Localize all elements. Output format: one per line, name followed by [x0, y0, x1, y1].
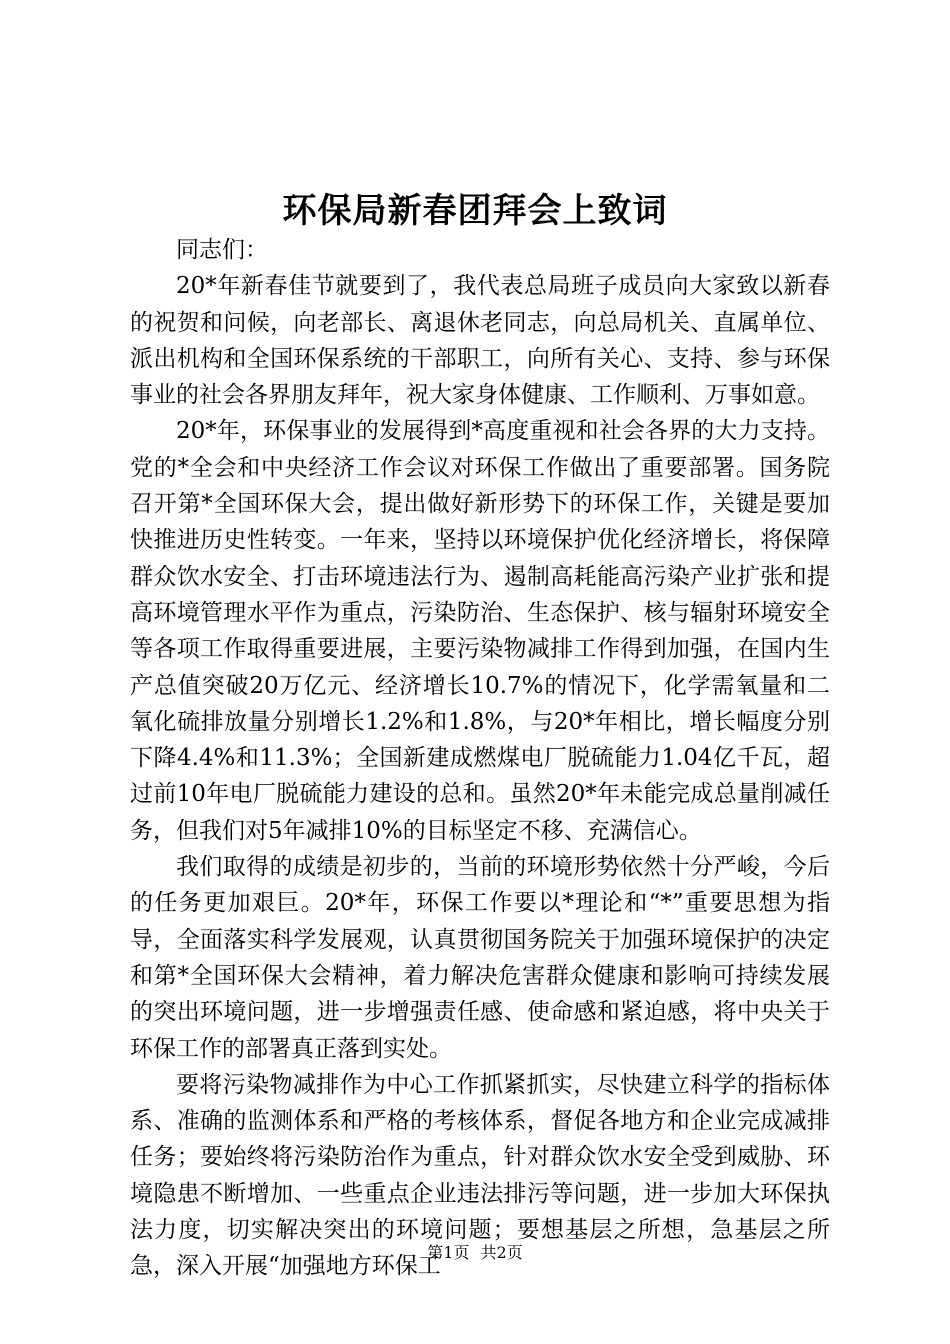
page-number-current: 第1页 [427, 1243, 470, 1262]
paragraph-1: 20*年新春佳节就要到了，我代表总局班子成员向大家致以新春的祝贺和问候，向老部长、离退休老同志，向总局机关、直属单位、派出机构和全国环保系统的干部职工，向所有关心、支持、参与环保事业的社会各界朋友拜年，祝大家身体健康、工作顺利、万事如意。 [130, 273, 830, 409]
document-title: 环保局新春团拜会上致词 [282, 191, 668, 231]
paragraph-4: 要将污染物减排作为中心工作抓紧抓实，尽快建立科学的指标体系、准确的监测体系和严格的考核体系，督促各地方和企业完成减排任务；要始终将污染防治作为重点，针对群众饮水安全受到威胁、环境隐患不断增加、一些重点企业违法排污等问题，进一步加大环保执法力度，切实解决突出的环境问题；要想基层之所想，急基层之所急，深入开展“加强地方环保工 [130, 1071, 830, 1280]
page-footer [0, 1241, 950, 1265]
document-body [130, 232, 830, 1285]
paragraph-2: 20*年，环保事业的发展得到*高度重视和社会各界的大力支持。党的*全会和中央经济工作会议对环保工作做出了重要部署。国务院召开第*全国环保大会，提出做好新形势下的环保工作，关键是要加快推进历史性转变。一年来，坚持以环境保护优化经济增长，将保障群众饮水安全、打击环境违法行为、遏制高耗能高污染产业扩张和提高环境管理水平作为重点，污染防治、生态保护、核与辐射环境安全等各项工作取得重要进展，主要污染物减排工作得到加强，在国内生产总值突破20万亿元、经济增长10.7%的情况下，化学需氧量和二氧化硫排放量分别增长1.2%和1.8%，与20*年相比，增长幅度分别下降4.4%和11.3%；全国新建成燃煤电厂脱硫能力1.04亿千瓦，超过前10年电厂脱硫能力建设的总和。虽然20*年未能完成总量削减任务，但我们对5年减排10%的目标坚定不移、充满信心。 [130, 418, 830, 844]
page-number-total: 共2页 [480, 1243, 523, 1262]
paragraph-3: 我们取得的成绩是初步的，当前的环境形势依然十分严峻，今后的任务更加艰巨。20*年，环保工作要以*理论和“*”重要思想为指导，全面落实科学发展观，认真贯彻国务院关于加强环境保护的决定和第*全国环保大会精神，着力解决危害群众健康和影响可持续发展的突出环境问题，进一步增强责任感、使命感和紧迫感，将中央关于环保工作的部署真正落到实处。 [130, 854, 830, 1062]
greeting: 同志们： [176, 237, 268, 263]
